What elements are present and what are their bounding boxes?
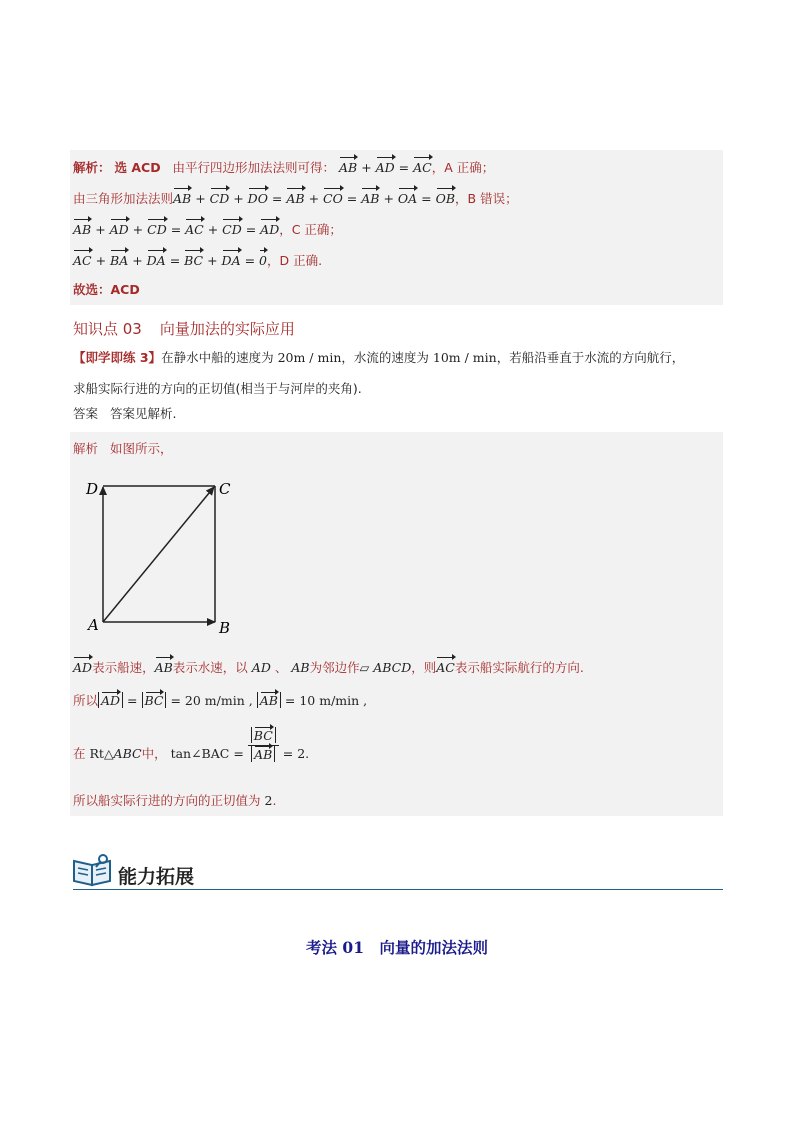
- section-heading: [73, 318, 295, 339]
- exercise-line-2: 求船实际行进的方向的正切值(相当于与河岸的夹角).: [73, 381, 362, 396]
- label-b: B: [219, 619, 231, 637]
- diagonal-ac: [103, 487, 214, 622]
- solution-line-1: [73, 157, 494, 177]
- zero-vector: 0: [259, 250, 267, 270]
- solution-label: 解析：: [73, 160, 111, 175]
- abcd: ABCD: [373, 660, 412, 675]
- method-title: 考法 01 向量的加法法则: [306, 938, 488, 957]
- solution-line-4: [73, 250, 322, 270]
- exercise-text-3: ，若船沿垂直于水流的方向航行，: [496, 350, 685, 365]
- l2-prefix: 所以: [73, 693, 99, 708]
- l1d: 为邻边作: [309, 660, 360, 675]
- exercise-text-2: ，水流的速度为: [341, 350, 429, 365]
- exercise-speed-2: 10m / min: [432, 350, 497, 365]
- conclusion-b: .: [272, 793, 277, 808]
- solution-line-2: [73, 188, 518, 208]
- answer-line: [73, 405, 176, 423]
- l1a: 表示船速，: [92, 660, 155, 675]
- answer-text: 答案见解析.: [109, 406, 177, 421]
- exercise-tag: 【即学即练 3】: [73, 350, 162, 365]
- label-d: D: [86, 480, 99, 498]
- conclusion-value: 2: [264, 793, 273, 808]
- line4-tail: ，D 正确.: [266, 253, 323, 268]
- section-number: 知识点 03: [73, 320, 142, 338]
- analysis-line-0: [73, 440, 172, 458]
- book-icon: [72, 853, 114, 887]
- l3-mid: 中，: [141, 746, 167, 761]
- tan-expr: tan∠BAC =: [170, 746, 244, 761]
- conclusion-a: 所以船实际行进的方向的正切值为: [73, 793, 261, 808]
- exercise-speed-1: 20m / min: [277, 350, 342, 365]
- l1e: ，则: [411, 660, 437, 675]
- line1-text: 由平行四边形加法法则可得：: [172, 160, 336, 175]
- label-a: A: [88, 616, 99, 634]
- value-20: = 20 m/min ,: [170, 693, 253, 708]
- l1b: 表示水速，以: [172, 660, 248, 675]
- analysis-line-2: 所以 AD = BC = 20 m/min , AB = 10 m/min ,: [73, 693, 368, 708]
- line3-tail: ，C 正确；: [279, 222, 342, 237]
- line1-tail: ，A 正确；: [431, 160, 495, 175]
- line2-text: 由三角形加法法则: [73, 191, 174, 206]
- eq-2: = 2.: [282, 746, 310, 761]
- vector-figure: [80, 470, 250, 640]
- eq2: AB + CD + DO = AB + CO = AB + OA = OB: [173, 191, 455, 206]
- solution-answer: 故选：ACD: [73, 282, 140, 297]
- eq1: AB + AD = AC: [339, 160, 432, 175]
- solution-line-3: [73, 219, 342, 239]
- exercise-text-1: 在静水中船的速度为: [161, 350, 274, 365]
- eq3: AB + AD + CD = AC + CD = AD: [73, 222, 279, 237]
- eq4: AC + BA + DA = BC + DA = 0: [73, 253, 267, 268]
- l1f: 表示船实际航行的方向.: [454, 660, 584, 675]
- line2-tail: ，B 错误；: [455, 191, 518, 206]
- analysis-label: 解析: [73, 441, 99, 456]
- seg-ab: AB: [291, 660, 310, 675]
- ability-caption: 能力拓展: [118, 866, 195, 888]
- seg-ad: AD: [251, 660, 271, 675]
- analysis-conclusion: [73, 792, 276, 810]
- section-title: 向量加法的实际应用: [159, 320, 295, 338]
- l1c: 、: [274, 660, 288, 675]
- rt: Rt: [89, 746, 104, 761]
- ability-divider: [73, 889, 723, 890]
- solution-choice: 选 ACD: [114, 160, 161, 175]
- answer-label: 答案: [73, 406, 99, 421]
- analysis-line-1: AD表示船速，AB表示水速，以 AD 、 AB为邻边作▱ ABCD，则AC表示船实际航行的方向.: [73, 657, 584, 677]
- exercise-line-1: [73, 349, 684, 367]
- label-c: C: [219, 480, 231, 498]
- l3-prefix: 在: [73, 746, 86, 761]
- tan-fraction: $\frac{BC}{AB}$: [248, 727, 279, 764]
- analysis-text: 如图所示，: [109, 441, 173, 456]
- parallelogram-symbol: ▱: [359, 660, 370, 675]
- triangle: △ABC: [103, 746, 142, 761]
- analysis-line-3: [73, 728, 310, 764]
- value-10: = 10 m/min ,: [284, 693, 368, 708]
